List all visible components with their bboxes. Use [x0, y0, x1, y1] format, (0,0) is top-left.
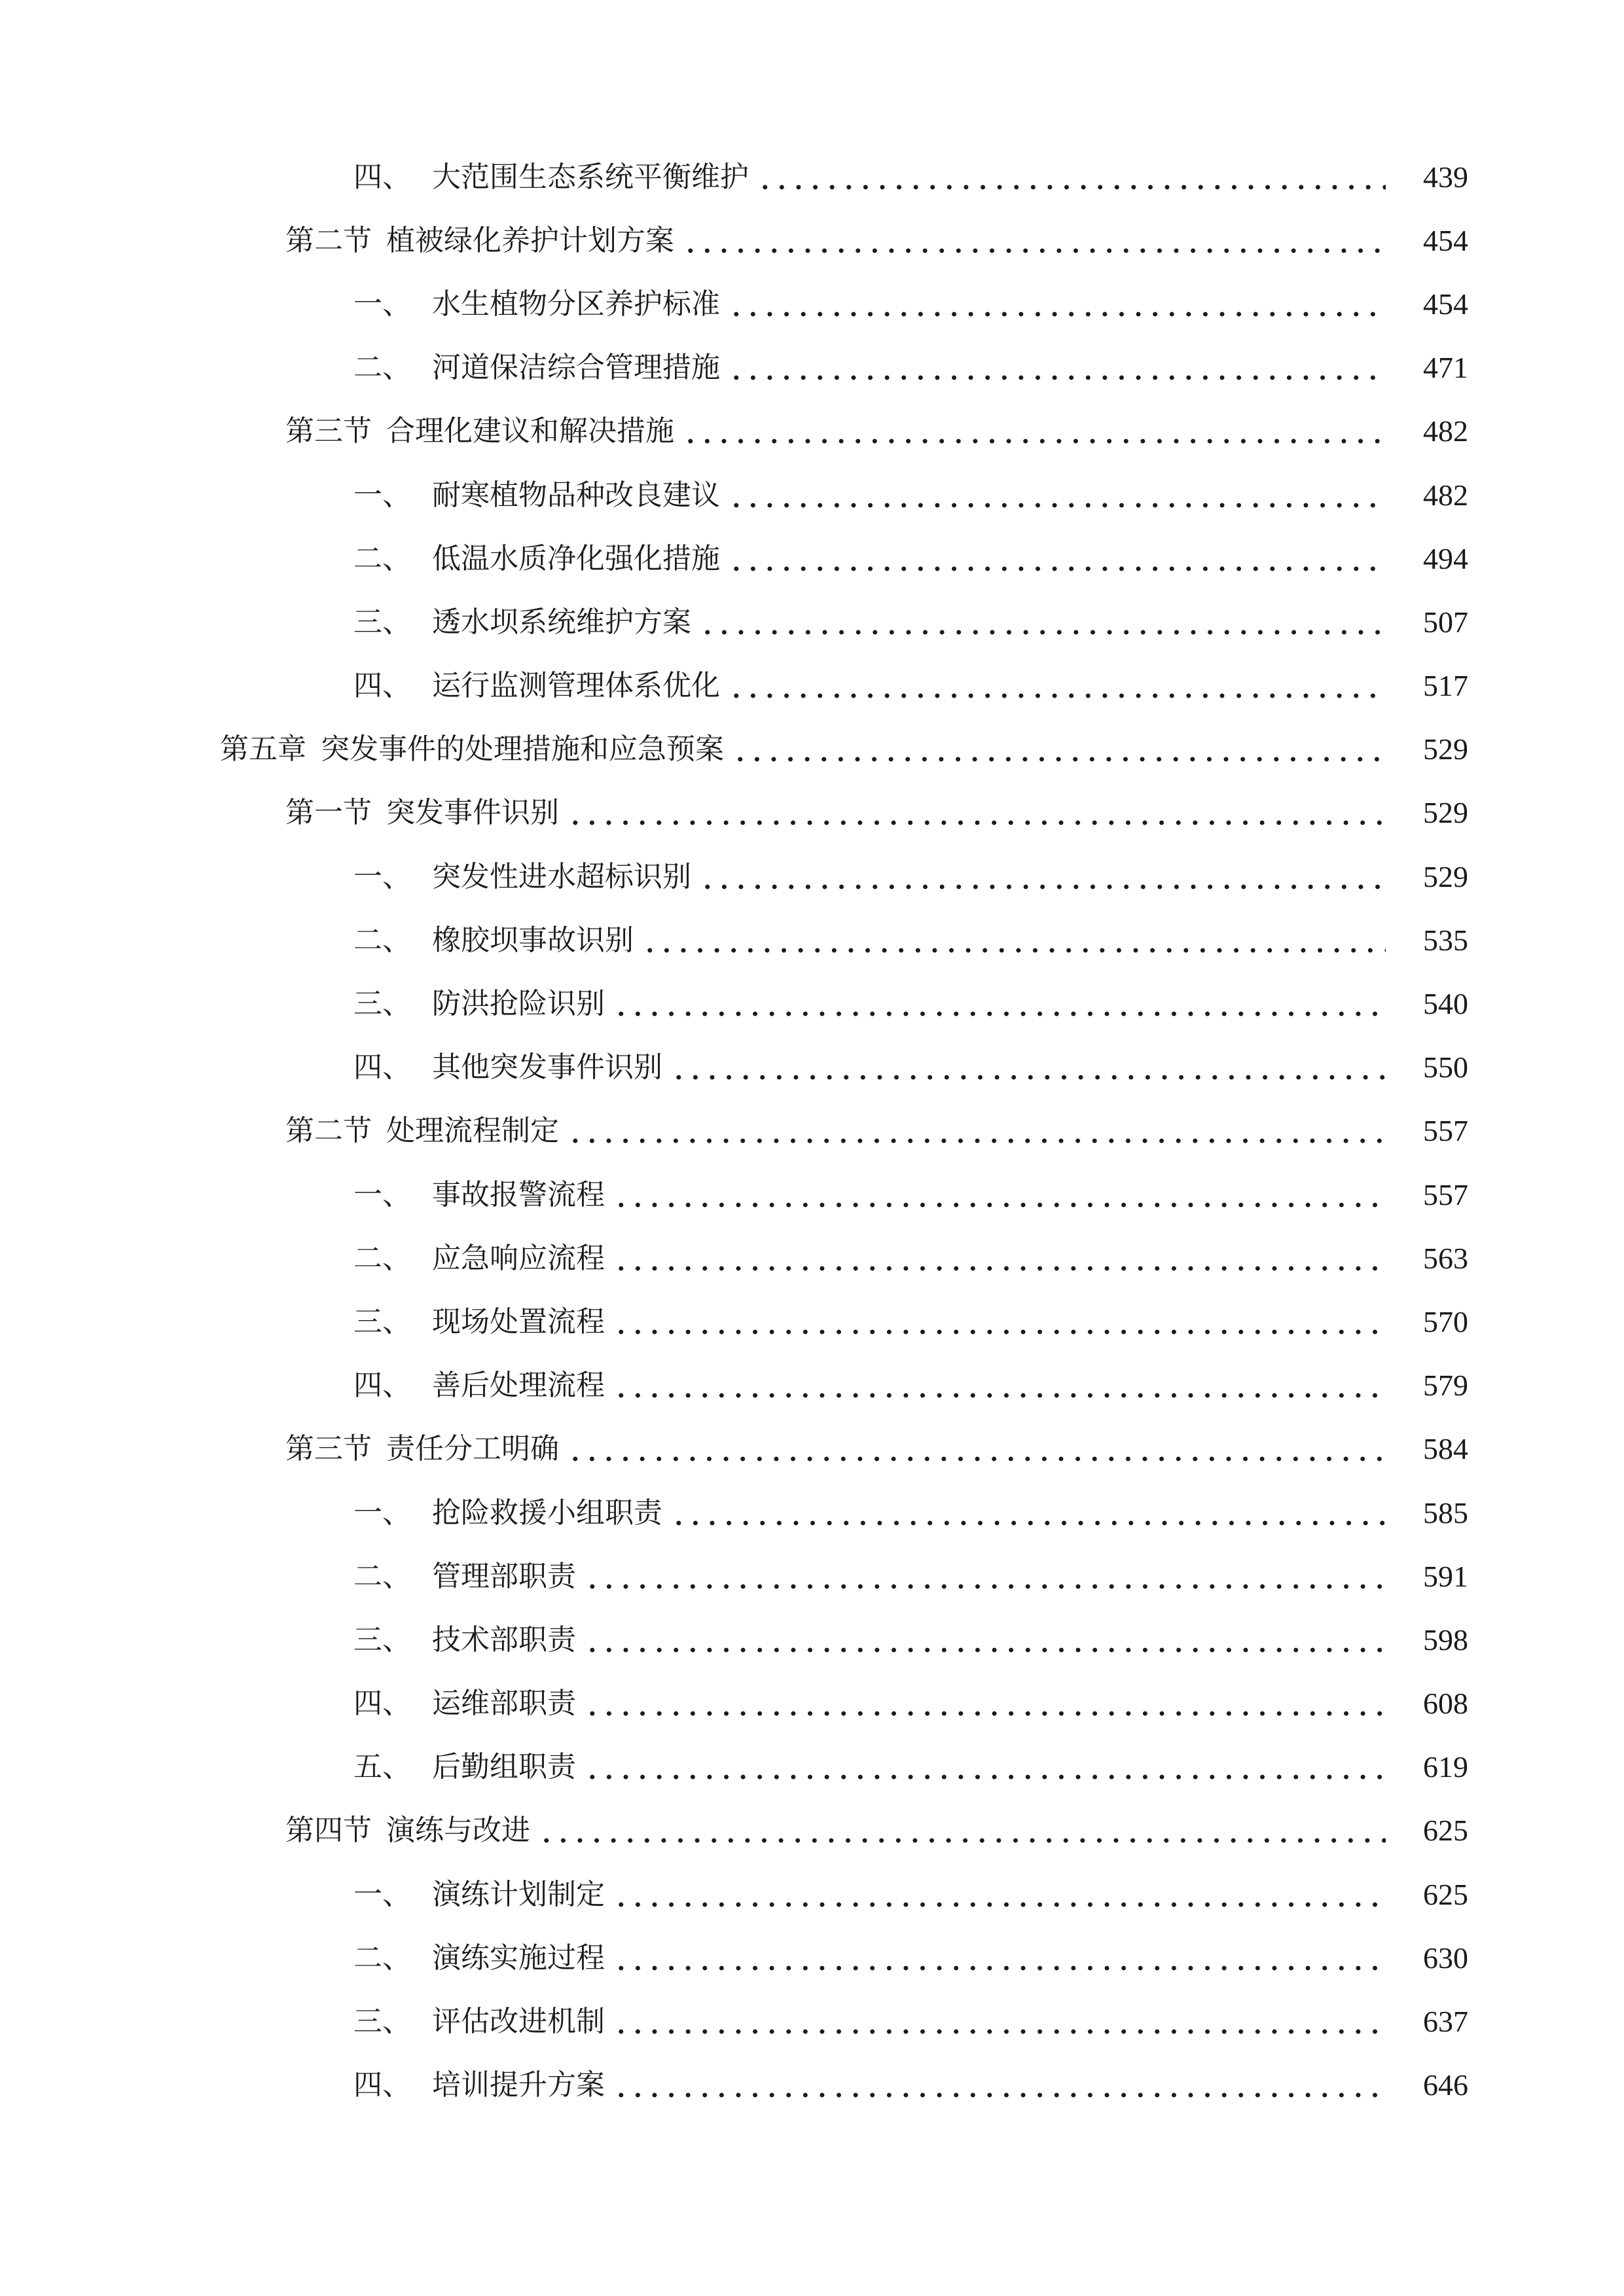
toc-entry[interactable]	[0, 1926, 1624, 1990]
toc-entry-number: 一、	[353, 1177, 411, 1211]
toc-entry-label	[353, 859, 691, 893]
toc-entry-label	[353, 541, 720, 575]
toc-entry[interactable]	[0, 2054, 1624, 2117]
toc-entry[interactable]	[0, 781, 1624, 845]
toc-entry-label	[353, 478, 720, 512]
toc-entry-page-number: 563	[1423, 1241, 1468, 1275]
toc-entry[interactable]	[0, 1799, 1624, 1863]
toc-entry-page-number: 439	[1423, 160, 1468, 194]
toc-entry-label	[353, 160, 749, 194]
toc-entry-label	[285, 1114, 559, 1148]
dot-leader	[613, 1371, 1386, 1400]
toc-entry[interactable]	[0, 400, 1624, 463]
toc-entry-page-number: 557	[1423, 1114, 1468, 1148]
toc-entry-page-number: 454	[1423, 287, 1468, 321]
toc-entry[interactable]	[0, 527, 1624, 590]
dot-leader	[584, 1562, 1386, 1591]
toc-entry[interactable]	[0, 718, 1624, 781]
toc-entry-label	[353, 1750, 576, 1784]
toc-entry-label	[220, 732, 724, 766]
toc-entry[interactable]	[0, 336, 1624, 400]
dot-leader	[567, 1435, 1386, 1463]
toc-entry-page-number: 494	[1423, 541, 1468, 575]
toc-entry-number: 一、	[353, 478, 411, 512]
toc-entry-title: 耐寒植物品种改良建议	[432, 478, 720, 512]
toc-entry-number: 第一节	[285, 796, 372, 830]
toc-entry[interactable]	[0, 1290, 1624, 1354]
toc-entry-label	[353, 2005, 605, 2039]
toc-entry-label	[353, 1877, 605, 1911]
dot-leader	[613, 1244, 1386, 1273]
dot-leader	[613, 1880, 1386, 1909]
toc-entry-page-number: 619	[1423, 1750, 1468, 1784]
toc-entry-page-number: 454	[1423, 223, 1468, 257]
toc-entry[interactable]	[0, 1672, 1624, 1736]
toc-entry-label	[353, 1687, 576, 1721]
toc-entry-page-number: 625	[1423, 1877, 1468, 1911]
table-of-contents	[0, 145, 1624, 2117]
toc-entry-title: 技术部职责	[432, 1623, 576, 1657]
dot-leader	[670, 1053, 1386, 1082]
toc-entry-label	[353, 287, 720, 321]
toc-entry-title: 事故报警流程	[432, 1177, 605, 1211]
dot-leader	[641, 926, 1386, 955]
toc-entry-page-number: 507	[1423, 605, 1468, 639]
toc-entry-number: 四、	[353, 160, 411, 194]
toc-entry-number: 一、	[353, 1877, 411, 1911]
dot-leader	[567, 798, 1386, 827]
toc-entry-number: 二、	[353, 351, 411, 385]
toc-entry-label	[285, 223, 674, 257]
toc-entry-page-number: 529	[1423, 732, 1468, 766]
toc-entry-title: 防洪抢险识别	[432, 987, 605, 1021]
toc-entry-title: 抢险救援小组职责	[432, 1496, 662, 1530]
toc-entry-number: 第五章	[220, 732, 306, 766]
dot-leader	[682, 417, 1386, 446]
toc-entry-title: 演练实施过程	[432, 1941, 605, 1975]
toc-entry-number: 二、	[353, 1559, 411, 1593]
toc-entry[interactable]	[0, 655, 1624, 718]
toc-entry[interactable]	[0, 1545, 1624, 1608]
toc-entry-page-number: 482	[1423, 414, 1468, 448]
toc-entry-label	[353, 669, 720, 703]
dot-leader	[538, 1816, 1386, 1845]
toc-entry-number: 三、	[353, 2005, 411, 2039]
dot-leader	[584, 1626, 1386, 1655]
toc-entry-title: 合理化建议和解决措施	[386, 414, 674, 448]
toc-entry-title: 突发性进水超标识别	[432, 859, 691, 893]
toc-entry[interactable]	[0, 1354, 1624, 1418]
toc-entry-number: 二、	[353, 923, 411, 957]
toc-entry-title: 透水坝系统维护方案	[432, 605, 691, 639]
toc-entry-label	[353, 351, 720, 385]
toc-entry-page-number: 598	[1423, 1623, 1468, 1657]
toc-entry-number: 一、	[353, 287, 411, 321]
toc-entry-number: 四、	[353, 669, 411, 703]
toc-entry-number: 四、	[353, 1050, 411, 1085]
toc-entry-page-number: 591	[1423, 1559, 1468, 1593]
toc-entry-title: 责任分工明确	[386, 1432, 559, 1466]
toc-entry-label	[285, 1432, 559, 1466]
toc-entry-title: 突发事件的处理措施和应急预案	[321, 732, 724, 766]
dot-leader	[567, 1117, 1386, 1145]
toc-entry-title: 善后处理流程	[432, 1369, 605, 1403]
toc-entry[interactable]	[0, 590, 1624, 654]
toc-entry-page-number: 646	[1423, 2068, 1468, 2102]
toc-entry-number: 三、	[353, 1304, 411, 1338]
toc-entry-title: 后勤组职责	[432, 1750, 576, 1784]
dot-leader	[728, 545, 1386, 573]
toc-entry-title: 运行监测管理体系优化	[432, 669, 720, 703]
toc-entry-page-number: 625	[1423, 1814, 1468, 1848]
toc-entry-page-number: 540	[1423, 987, 1468, 1021]
toc-entry-label	[285, 414, 674, 448]
toc-entry-page-number: 482	[1423, 478, 1468, 512]
toc-entry-label	[353, 1304, 605, 1338]
dot-leader	[613, 1308, 1386, 1336]
toc-entry-page-number: 529	[1423, 859, 1468, 893]
toc-entry-title: 植被绿化养护计划方案	[386, 223, 674, 257]
toc-entry-title: 应急响应流程	[432, 1241, 605, 1275]
toc-entry-page-number: 637	[1423, 2005, 1468, 2039]
toc-entry-number: 三、	[353, 1623, 411, 1657]
dot-leader	[728, 353, 1386, 382]
toc-entry[interactable]	[0, 1990, 1624, 2053]
dot-leader	[699, 608, 1386, 637]
toc-entry-number: 第三节	[285, 414, 372, 448]
toc-entry-number: 四、	[353, 1369, 411, 1403]
toc-entry-label	[353, 923, 634, 957]
toc-entry-title: 突发事件识别	[386, 796, 559, 830]
toc-entry-number: 二、	[353, 541, 411, 575]
toc-entry[interactable]	[0, 1163, 1624, 1227]
toc-entry-label	[353, 1177, 605, 1211]
toc-entry-number: 第四节	[285, 1814, 372, 1848]
toc-entry-label	[353, 987, 605, 1021]
dot-leader	[613, 2007, 1386, 2036]
toc-entry-label	[285, 796, 559, 830]
toc-entry-page-number: 585	[1423, 1496, 1468, 1530]
toc-entry-number: 三、	[353, 605, 411, 639]
toc-entry[interactable]	[0, 1608, 1624, 1672]
toc-entry-label	[353, 1369, 605, 1403]
dot-leader	[728, 481, 1386, 510]
toc-entry-title: 河道保洁综合管理措施	[432, 351, 720, 385]
toc-entry-page-number: 630	[1423, 1941, 1468, 1975]
toc-entry-label	[353, 1241, 605, 1275]
toc-entry-title: 橡胶坝事故识别	[432, 923, 634, 957]
dot-leader	[732, 735, 1386, 764]
toc-entry-number: 一、	[353, 1496, 411, 1530]
toc-entry-number: 第三节	[285, 1432, 372, 1466]
toc-entry-number: 四、	[353, 1687, 411, 1721]
toc-entry-title: 演练与改进	[386, 1814, 530, 1848]
toc-entry-number: 四、	[353, 2068, 411, 2102]
dot-leader	[728, 672, 1386, 700]
toc-entry[interactable]	[0, 1036, 1624, 1100]
toc-entry[interactable]	[0, 1863, 1624, 1926]
toc-entry-title: 运维部职责	[432, 1687, 576, 1721]
toc-entry-number: 一、	[353, 859, 411, 893]
toc-entry-page-number: 471	[1423, 351, 1468, 385]
toc-entry-title: 大范围生态系统平衡维护	[432, 160, 749, 194]
toc-entry[interactable]	[0, 1227, 1624, 1290]
dot-leader	[670, 1499, 1386, 1528]
dot-leader	[584, 1689, 1386, 1718]
dot-leader	[757, 163, 1386, 192]
toc-entry-page-number: 570	[1423, 1304, 1468, 1338]
toc-entry-page-number: 579	[1423, 1369, 1468, 1403]
toc-entry-number: 五、	[353, 1750, 411, 1784]
toc-entry-page-number: 529	[1423, 796, 1468, 830]
toc-entry-label	[353, 605, 691, 639]
toc-entry-label	[353, 1623, 576, 1657]
toc-entry[interactable]	[0, 1481, 1624, 1545]
toc-entry[interactable]	[0, 1100, 1624, 1163]
dot-leader	[728, 290, 1386, 319]
toc-entry-page-number: 517	[1423, 669, 1468, 703]
toc-entry-title: 培训提升方案	[432, 2068, 605, 2102]
toc-entry[interactable]	[0, 272, 1624, 336]
toc-entry-title: 其他突发事件识别	[432, 1050, 662, 1085]
toc-entry-number: 第二节	[285, 1114, 372, 1148]
toc-entry-label	[353, 1496, 662, 1530]
dot-leader	[613, 1944, 1386, 1973]
dot-leader	[613, 2071, 1386, 2100]
toc-entry-label	[353, 1941, 605, 1975]
toc-entry-number: 三、	[353, 987, 411, 1021]
toc-entry-label	[353, 2068, 605, 2102]
toc-entry-number: 第二节	[285, 223, 372, 257]
toc-entry[interactable]	[0, 845, 1624, 908]
toc-entry-number: 二、	[353, 1241, 411, 1275]
toc-entry-title: 管理部职责	[432, 1559, 576, 1593]
toc-entry-page-number: 557	[1423, 1177, 1468, 1211]
toc-entry[interactable]	[0, 1418, 1624, 1481]
dot-leader	[613, 990, 1386, 1018]
toc-entry-label	[285, 1814, 530, 1848]
toc-entry-title: 现场处置流程	[432, 1304, 605, 1338]
toc-entry-title: 演练计划制定	[432, 1877, 605, 1911]
toc-entry-title: 处理流程制定	[386, 1114, 559, 1148]
toc-entry-page-number: 608	[1423, 1687, 1468, 1721]
toc-entry[interactable]	[0, 145, 1624, 209]
toc-entry-page-number: 535	[1423, 923, 1468, 957]
toc-entry-label	[353, 1559, 576, 1593]
toc-entry[interactable]	[0, 972, 1624, 1035]
dot-leader	[699, 863, 1386, 891]
dot-leader	[682, 226, 1386, 255]
toc-entry[interactable]	[0, 463, 1624, 527]
toc-entry-title: 水生植物分区养护标准	[432, 287, 720, 321]
dot-leader	[584, 1753, 1386, 1782]
dot-leader	[613, 1181, 1386, 1210]
toc-entry-page-number: 584	[1423, 1432, 1468, 1466]
toc-entry-number: 二、	[353, 1941, 411, 1975]
toc-entry-title: 评估改进机制	[432, 2005, 605, 2039]
toc-entry[interactable]	[0, 209, 1624, 272]
toc-entry[interactable]	[0, 1736, 1624, 1799]
toc-entry-label	[353, 1050, 662, 1085]
toc-entry-title: 低温水质净化强化措施	[432, 541, 720, 575]
toc-entry-page-number: 550	[1423, 1050, 1468, 1085]
toc-entry[interactable]	[0, 908, 1624, 972]
